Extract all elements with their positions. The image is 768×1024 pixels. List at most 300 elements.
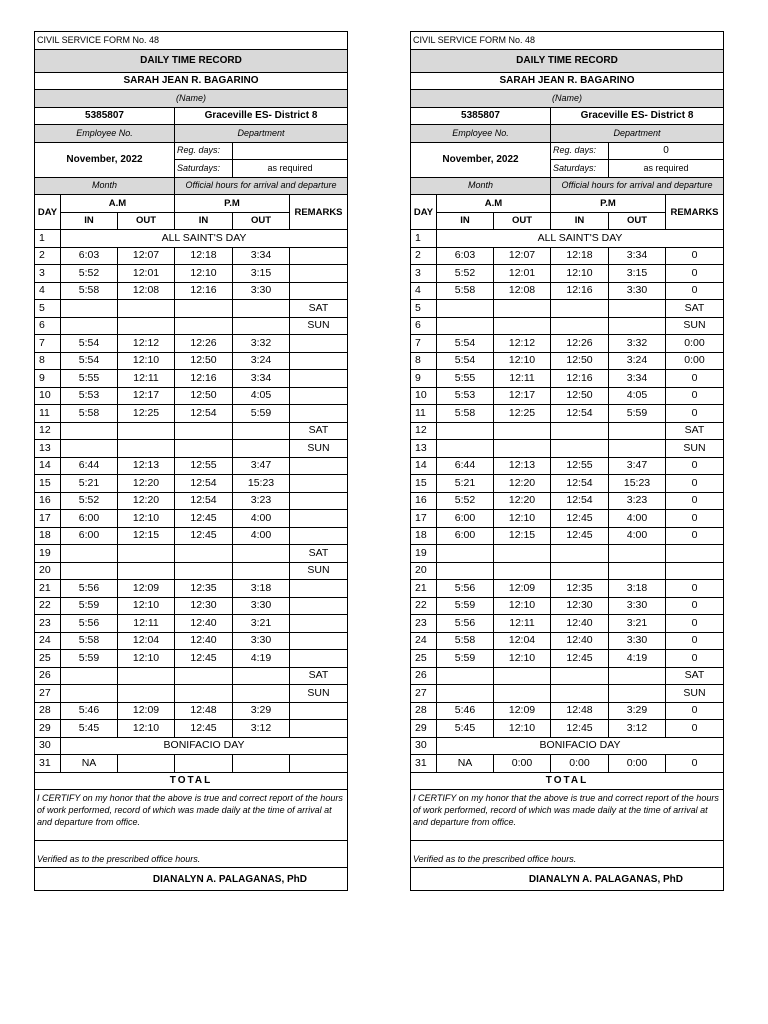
day-row	[411, 352, 724, 370]
department: Graceville ES- District 8	[175, 107, 348, 125]
pm-out-time: 4:19	[609, 650, 666, 668]
day-row	[35, 632, 348, 650]
pm-out-time: 5:59	[233, 405, 290, 423]
col-pm-out: OUT	[233, 212, 290, 230]
remarks-cell: 0:00	[666, 335, 724, 353]
day-number: 6	[411, 317, 437, 335]
pm-in-time: 12:26	[551, 335, 609, 353]
saturdays-value: as required	[609, 160, 724, 178]
col-pm: P.M	[175, 195, 290, 213]
am-in-time: 5:59	[61, 597, 118, 615]
dtr-header-table	[410, 31, 724, 891]
am-out-time: 12:15	[494, 527, 551, 545]
remarks-cell: SAT	[290, 545, 348, 563]
remarks-cell	[666, 562, 724, 580]
am-in-time: 5:58	[437, 632, 494, 650]
am-in-time: 5:55	[61, 370, 118, 388]
am-in-time: 5:56	[61, 615, 118, 633]
pm-in-time: 12:50	[175, 352, 233, 370]
day-number: 25	[411, 650, 437, 668]
day-row	[35, 440, 348, 458]
pm-out-time: 3:21	[609, 615, 666, 633]
day-number: 27	[411, 685, 437, 703]
day-number: 4	[35, 282, 61, 300]
day-number: 18	[35, 527, 61, 545]
pm-in-time: 12:54	[551, 492, 609, 510]
day-row	[411, 510, 724, 528]
pm-out-time: 3:34	[609, 247, 666, 265]
day-number: 25	[35, 650, 61, 668]
pm-in-time: 12:50	[551, 352, 609, 370]
holiday-label: BONIFACIO DAY	[437, 737, 724, 755]
pm-in-time	[175, 667, 233, 685]
day-number: 1	[35, 230, 61, 248]
day-number: 3	[35, 265, 61, 283]
signatory-name: DIANALYN A. PALAGANAS, PhD	[35, 868, 348, 891]
am-out-time: 12:11	[118, 615, 175, 633]
am-in-time: 5:54	[61, 352, 118, 370]
official-hours-label: Official hours for arrival and departure	[551, 177, 724, 195]
remarks-cell: 0	[666, 615, 724, 633]
day-row	[35, 370, 348, 388]
pm-out-time: 3:12	[233, 720, 290, 738]
pm-in-time: 12:35	[551, 580, 609, 598]
pm-in-time: 12:10	[175, 265, 233, 283]
day-number: 28	[411, 702, 437, 720]
day-number: 15	[411, 475, 437, 493]
remarks-cell: SUN	[666, 685, 724, 703]
remarks-cell: 0	[666, 632, 724, 650]
am-out-time: 0:00	[494, 755, 551, 773]
am-out-time: 12:08	[494, 282, 551, 300]
form-number: CIVIL SERVICE FORM No. 48	[35, 32, 348, 50]
remarks-cell	[290, 650, 348, 668]
am-out-time	[118, 440, 175, 458]
am-out-time	[494, 562, 551, 580]
pm-out-time	[233, 545, 290, 563]
am-in-time: 6:00	[61, 510, 118, 528]
day-row	[411, 562, 724, 580]
pm-out-time	[609, 317, 666, 335]
am-in-time	[61, 667, 118, 685]
pm-in-time: 12:45	[175, 650, 233, 668]
am-out-time: 12:08	[118, 282, 175, 300]
remarks-cell	[290, 527, 348, 545]
pm-out-time	[233, 562, 290, 580]
day-row	[35, 615, 348, 633]
pm-out-time: 3:30	[609, 282, 666, 300]
pm-out-time: 3:30	[609, 632, 666, 650]
pm-in-time	[551, 667, 609, 685]
dtr-form-right	[410, 31, 723, 891]
pm-out-time: 3:18	[233, 580, 290, 598]
remarks-cell	[290, 457, 348, 475]
am-in-time	[61, 685, 118, 703]
department-label: Department	[551, 125, 724, 143]
am-in-time	[437, 685, 494, 703]
am-out-time	[494, 685, 551, 703]
am-out-time: 12:25	[494, 405, 551, 423]
day-row	[411, 387, 724, 405]
day-number: 29	[411, 720, 437, 738]
am-out-time	[494, 440, 551, 458]
pm-in-time	[551, 562, 609, 580]
day-row	[411, 527, 724, 545]
day-row	[411, 492, 724, 510]
day-number: 29	[35, 720, 61, 738]
am-out-time	[494, 300, 551, 318]
am-in-time: 6:00	[437, 510, 494, 528]
employee-number: 5385807	[411, 107, 551, 125]
day-row	[411, 405, 724, 423]
am-in-time: 5:46	[437, 702, 494, 720]
day-number: 24	[35, 632, 61, 650]
am-out-time: 12:04	[118, 632, 175, 650]
pm-in-time: 12:30	[551, 597, 609, 615]
remarks-cell	[290, 580, 348, 598]
am-in-time: 5:52	[61, 265, 118, 283]
saturdays-label: Saturdays:	[551, 160, 609, 178]
day-row	[35, 335, 348, 353]
am-out-time: 12:10	[494, 510, 551, 528]
day-number: 13	[35, 440, 61, 458]
day-number: 2	[411, 247, 437, 265]
pm-in-time	[175, 422, 233, 440]
holiday-label: ALL SAINT'S DAY	[61, 230, 348, 248]
remarks-cell: 0	[666, 265, 724, 283]
remarks-cell	[290, 615, 348, 633]
remarks-cell	[290, 597, 348, 615]
total-label: TOTAL	[35, 772, 348, 790]
am-out-time: 12:07	[494, 247, 551, 265]
day-number: 27	[35, 685, 61, 703]
day-number: 6	[35, 317, 61, 335]
pm-out-time	[609, 422, 666, 440]
day-row	[411, 545, 724, 563]
day-row	[411, 702, 724, 720]
am-out-time	[118, 667, 175, 685]
day-number: 19	[411, 545, 437, 563]
day-number: 24	[411, 632, 437, 650]
month-value: November, 2022	[35, 142, 175, 177]
day-number: 5	[35, 300, 61, 318]
am-out-time: 12:10	[118, 352, 175, 370]
pm-out-time	[233, 667, 290, 685]
pm-in-time: 12:16	[175, 282, 233, 300]
am-out-time: 12:09	[118, 580, 175, 598]
pm-in-time: 12:55	[551, 457, 609, 475]
am-out-time: 12:25	[118, 405, 175, 423]
pm-in-time	[175, 685, 233, 703]
remarks-cell: SUN	[290, 685, 348, 703]
col-pm-out: OUT	[609, 212, 666, 230]
remarks-cell	[290, 335, 348, 353]
pm-in-time: 12:45	[551, 650, 609, 668]
am-out-time: 12:04	[494, 632, 551, 650]
remarks-cell	[290, 702, 348, 720]
col-day: DAY	[35, 195, 61, 230]
pm-in-time: 12:45	[175, 720, 233, 738]
day-row	[411, 247, 724, 265]
day-number: 5	[411, 300, 437, 318]
day-row	[411, 667, 724, 685]
day-row	[35, 580, 348, 598]
pm-in-time	[175, 440, 233, 458]
am-in-time: 5:52	[61, 492, 118, 510]
am-out-time	[494, 545, 551, 563]
day-row	[411, 685, 724, 703]
day-row	[411, 755, 724, 773]
remarks-cell: 0	[666, 282, 724, 300]
pm-out-time: 5:59	[609, 405, 666, 423]
am-in-time	[437, 545, 494, 563]
remarks-cell: 0	[666, 475, 724, 493]
pm-out-time: 3:18	[609, 580, 666, 598]
am-in-time: 5:53	[61, 387, 118, 405]
pm-in-time	[175, 317, 233, 335]
am-in-time: 5:58	[61, 405, 118, 423]
pm-out-time: 4:05	[233, 387, 290, 405]
month-value: November, 2022	[411, 142, 551, 177]
pm-in-time: 12:18	[551, 247, 609, 265]
day-number: 8	[411, 352, 437, 370]
am-out-time: 12:01	[494, 265, 551, 283]
day-number: 1	[411, 230, 437, 248]
am-out-time	[118, 317, 175, 335]
pm-in-time: 12:45	[551, 720, 609, 738]
pm-out-time	[233, 685, 290, 703]
am-in-time: 5:45	[437, 720, 494, 738]
remarks-cell: 0	[666, 387, 724, 405]
day-number: 22	[411, 597, 437, 615]
day-row	[411, 440, 724, 458]
day-row	[35, 422, 348, 440]
am-in-time	[61, 562, 118, 580]
pm-out-time	[233, 317, 290, 335]
am-out-time: 12:10	[118, 650, 175, 668]
pm-in-time: 12:10	[551, 265, 609, 283]
day-number: 16	[35, 492, 61, 510]
pm-out-time: 4:00	[233, 510, 290, 528]
form-title: DAILY TIME RECORD	[411, 49, 724, 72]
pm-in-time: 12:26	[175, 335, 233, 353]
remarks-cell: SUN	[666, 440, 724, 458]
remarks-cell: SAT	[666, 300, 724, 318]
pm-in-time: 12:54	[175, 492, 233, 510]
day-row	[35, 720, 348, 738]
official-hours-label: Official hours for arrival and departure	[175, 177, 348, 195]
remarks-cell: 0	[666, 755, 724, 773]
remarks-cell: SAT	[290, 300, 348, 318]
am-in-time: 6:03	[437, 247, 494, 265]
day-row	[35, 475, 348, 493]
remarks-cell: SUN	[290, 562, 348, 580]
day-number: 15	[35, 475, 61, 493]
dtr-header-table	[34, 31, 348, 891]
am-out-time	[118, 685, 175, 703]
day-row	[411, 265, 724, 283]
am-in-time: 5:58	[61, 282, 118, 300]
day-row	[35, 597, 348, 615]
day-number: 12	[411, 422, 437, 440]
saturdays-label: Saturdays:	[175, 160, 233, 178]
pm-out-time: 3:24	[609, 352, 666, 370]
pm-out-time: 3:30	[233, 632, 290, 650]
am-out-time: 12:09	[494, 580, 551, 598]
pm-in-time: 12:50	[551, 387, 609, 405]
pm-in-time	[551, 422, 609, 440]
total-label: TOTAL	[411, 772, 724, 790]
day-number: 30	[35, 737, 61, 755]
remarks-cell: SUN	[290, 317, 348, 335]
day-row	[411, 720, 724, 738]
pm-out-time	[609, 545, 666, 563]
am-in-time: 5:54	[61, 335, 118, 353]
am-in-time: 5:21	[437, 475, 494, 493]
pm-in-time: 12:48	[175, 702, 233, 720]
dtr-form-left	[34, 31, 347, 891]
day-row	[35, 527, 348, 545]
am-in-time: 5:58	[437, 282, 494, 300]
remarks-cell: 0	[666, 247, 724, 265]
day-row	[35, 755, 348, 773]
am-out-time: 12:07	[118, 247, 175, 265]
remarks-cell	[666, 545, 724, 563]
day-row	[411, 597, 724, 615]
day-row	[35, 737, 348, 755]
reg-days-value	[233, 142, 348, 160]
am-out-time: 12:10	[118, 720, 175, 738]
day-row	[35, 230, 348, 248]
am-out-time: 12:10	[494, 597, 551, 615]
remarks-cell	[290, 387, 348, 405]
am-out-time: 12:10	[494, 352, 551, 370]
day-number: 8	[35, 352, 61, 370]
pm-out-time: 4:00	[609, 527, 666, 545]
day-number: 17	[411, 510, 437, 528]
am-out-time: 12:13	[118, 457, 175, 475]
day-row	[35, 492, 348, 510]
pm-out-time: 15:23	[609, 475, 666, 493]
month-label: Month	[411, 177, 551, 195]
pm-in-time: 12:45	[551, 510, 609, 528]
am-in-time: 6:44	[437, 457, 494, 475]
employee-number-label: Employee No.	[35, 125, 175, 143]
holiday-label: BONIFACIO DAY	[61, 737, 348, 755]
day-number: 31	[411, 755, 437, 773]
am-out-time: 12:11	[118, 370, 175, 388]
remarks-cell: 0	[666, 457, 724, 475]
pm-in-time: 12:54	[175, 475, 233, 493]
day-number: 14	[411, 457, 437, 475]
pm-out-time: 4:05	[609, 387, 666, 405]
pm-in-time	[551, 545, 609, 563]
holiday-label: ALL SAINT'S DAY	[437, 230, 724, 248]
form-title: DAILY TIME RECORD	[35, 49, 348, 72]
remarks-cell: 0	[666, 702, 724, 720]
am-in-time	[61, 317, 118, 335]
am-out-time: 12:09	[494, 702, 551, 720]
pm-out-time: 3:23	[233, 492, 290, 510]
am-in-time: 5:56	[437, 580, 494, 598]
day-row	[35, 282, 348, 300]
am-in-time: 5:56	[437, 615, 494, 633]
day-number: 23	[411, 615, 437, 633]
pm-in-time: 12:40	[175, 615, 233, 633]
am-out-time	[494, 317, 551, 335]
remarks-cell: 0:00	[666, 352, 724, 370]
am-in-time: 5:53	[437, 387, 494, 405]
pm-in-time: 12:35	[175, 580, 233, 598]
am-in-time: 5:59	[437, 650, 494, 668]
day-number: 21	[35, 580, 61, 598]
certify-statement: I CERTIFY on my honor that the above is true and correct report of the hours of work performed, record of which was made daily at the time of arrival at and departure from office.	[35, 790, 348, 841]
day-row	[411, 650, 724, 668]
am-out-time: 12:10	[494, 650, 551, 668]
am-in-time: 5:54	[437, 352, 494, 370]
remarks-cell: 0	[666, 510, 724, 528]
am-out-time: 12:20	[118, 492, 175, 510]
am-in-time: 5:21	[61, 475, 118, 493]
pm-out-time: 3:47	[609, 457, 666, 475]
col-day: DAY	[411, 195, 437, 230]
am-out-time	[118, 562, 175, 580]
day-number: 11	[411, 405, 437, 423]
day-row	[35, 562, 348, 580]
day-number: 13	[411, 440, 437, 458]
am-out-time	[118, 422, 175, 440]
am-in-time	[437, 562, 494, 580]
day-row	[35, 457, 348, 475]
am-in-time	[437, 422, 494, 440]
pm-in-time	[551, 685, 609, 703]
day-row	[35, 317, 348, 335]
am-out-time: 12:17	[118, 387, 175, 405]
am-in-time: 5:59	[61, 650, 118, 668]
day-number: 4	[411, 282, 437, 300]
remarks-cell: 0	[666, 650, 724, 668]
day-number: 23	[35, 615, 61, 633]
day-number: 21	[411, 580, 437, 598]
day-row	[35, 667, 348, 685]
remarks-cell: SUN	[290, 440, 348, 458]
day-row	[35, 685, 348, 703]
day-row	[411, 335, 724, 353]
day-number: 11	[35, 405, 61, 423]
day-number: 16	[411, 492, 437, 510]
pm-in-time	[175, 562, 233, 580]
am-in-time: 5:52	[437, 265, 494, 283]
am-out-time: 12:13	[494, 457, 551, 475]
am-out-time: 12:20	[118, 475, 175, 493]
pm-out-time	[233, 422, 290, 440]
day-number: 10	[35, 387, 61, 405]
pm-in-time	[175, 755, 233, 773]
pm-in-time: 12:54	[551, 475, 609, 493]
pm-in-time	[551, 440, 609, 458]
pm-out-time: 3:15	[609, 265, 666, 283]
remarks-cell: 0	[666, 720, 724, 738]
remarks-cell	[290, 720, 348, 738]
pm-in-time: 12:40	[551, 632, 609, 650]
am-out-time	[118, 545, 175, 563]
day-number: 30	[411, 737, 437, 755]
remarks-cell	[290, 510, 348, 528]
day-number: 20	[411, 562, 437, 580]
remarks-cell	[290, 265, 348, 283]
am-out-time: 12:01	[118, 265, 175, 283]
am-in-time	[437, 317, 494, 335]
